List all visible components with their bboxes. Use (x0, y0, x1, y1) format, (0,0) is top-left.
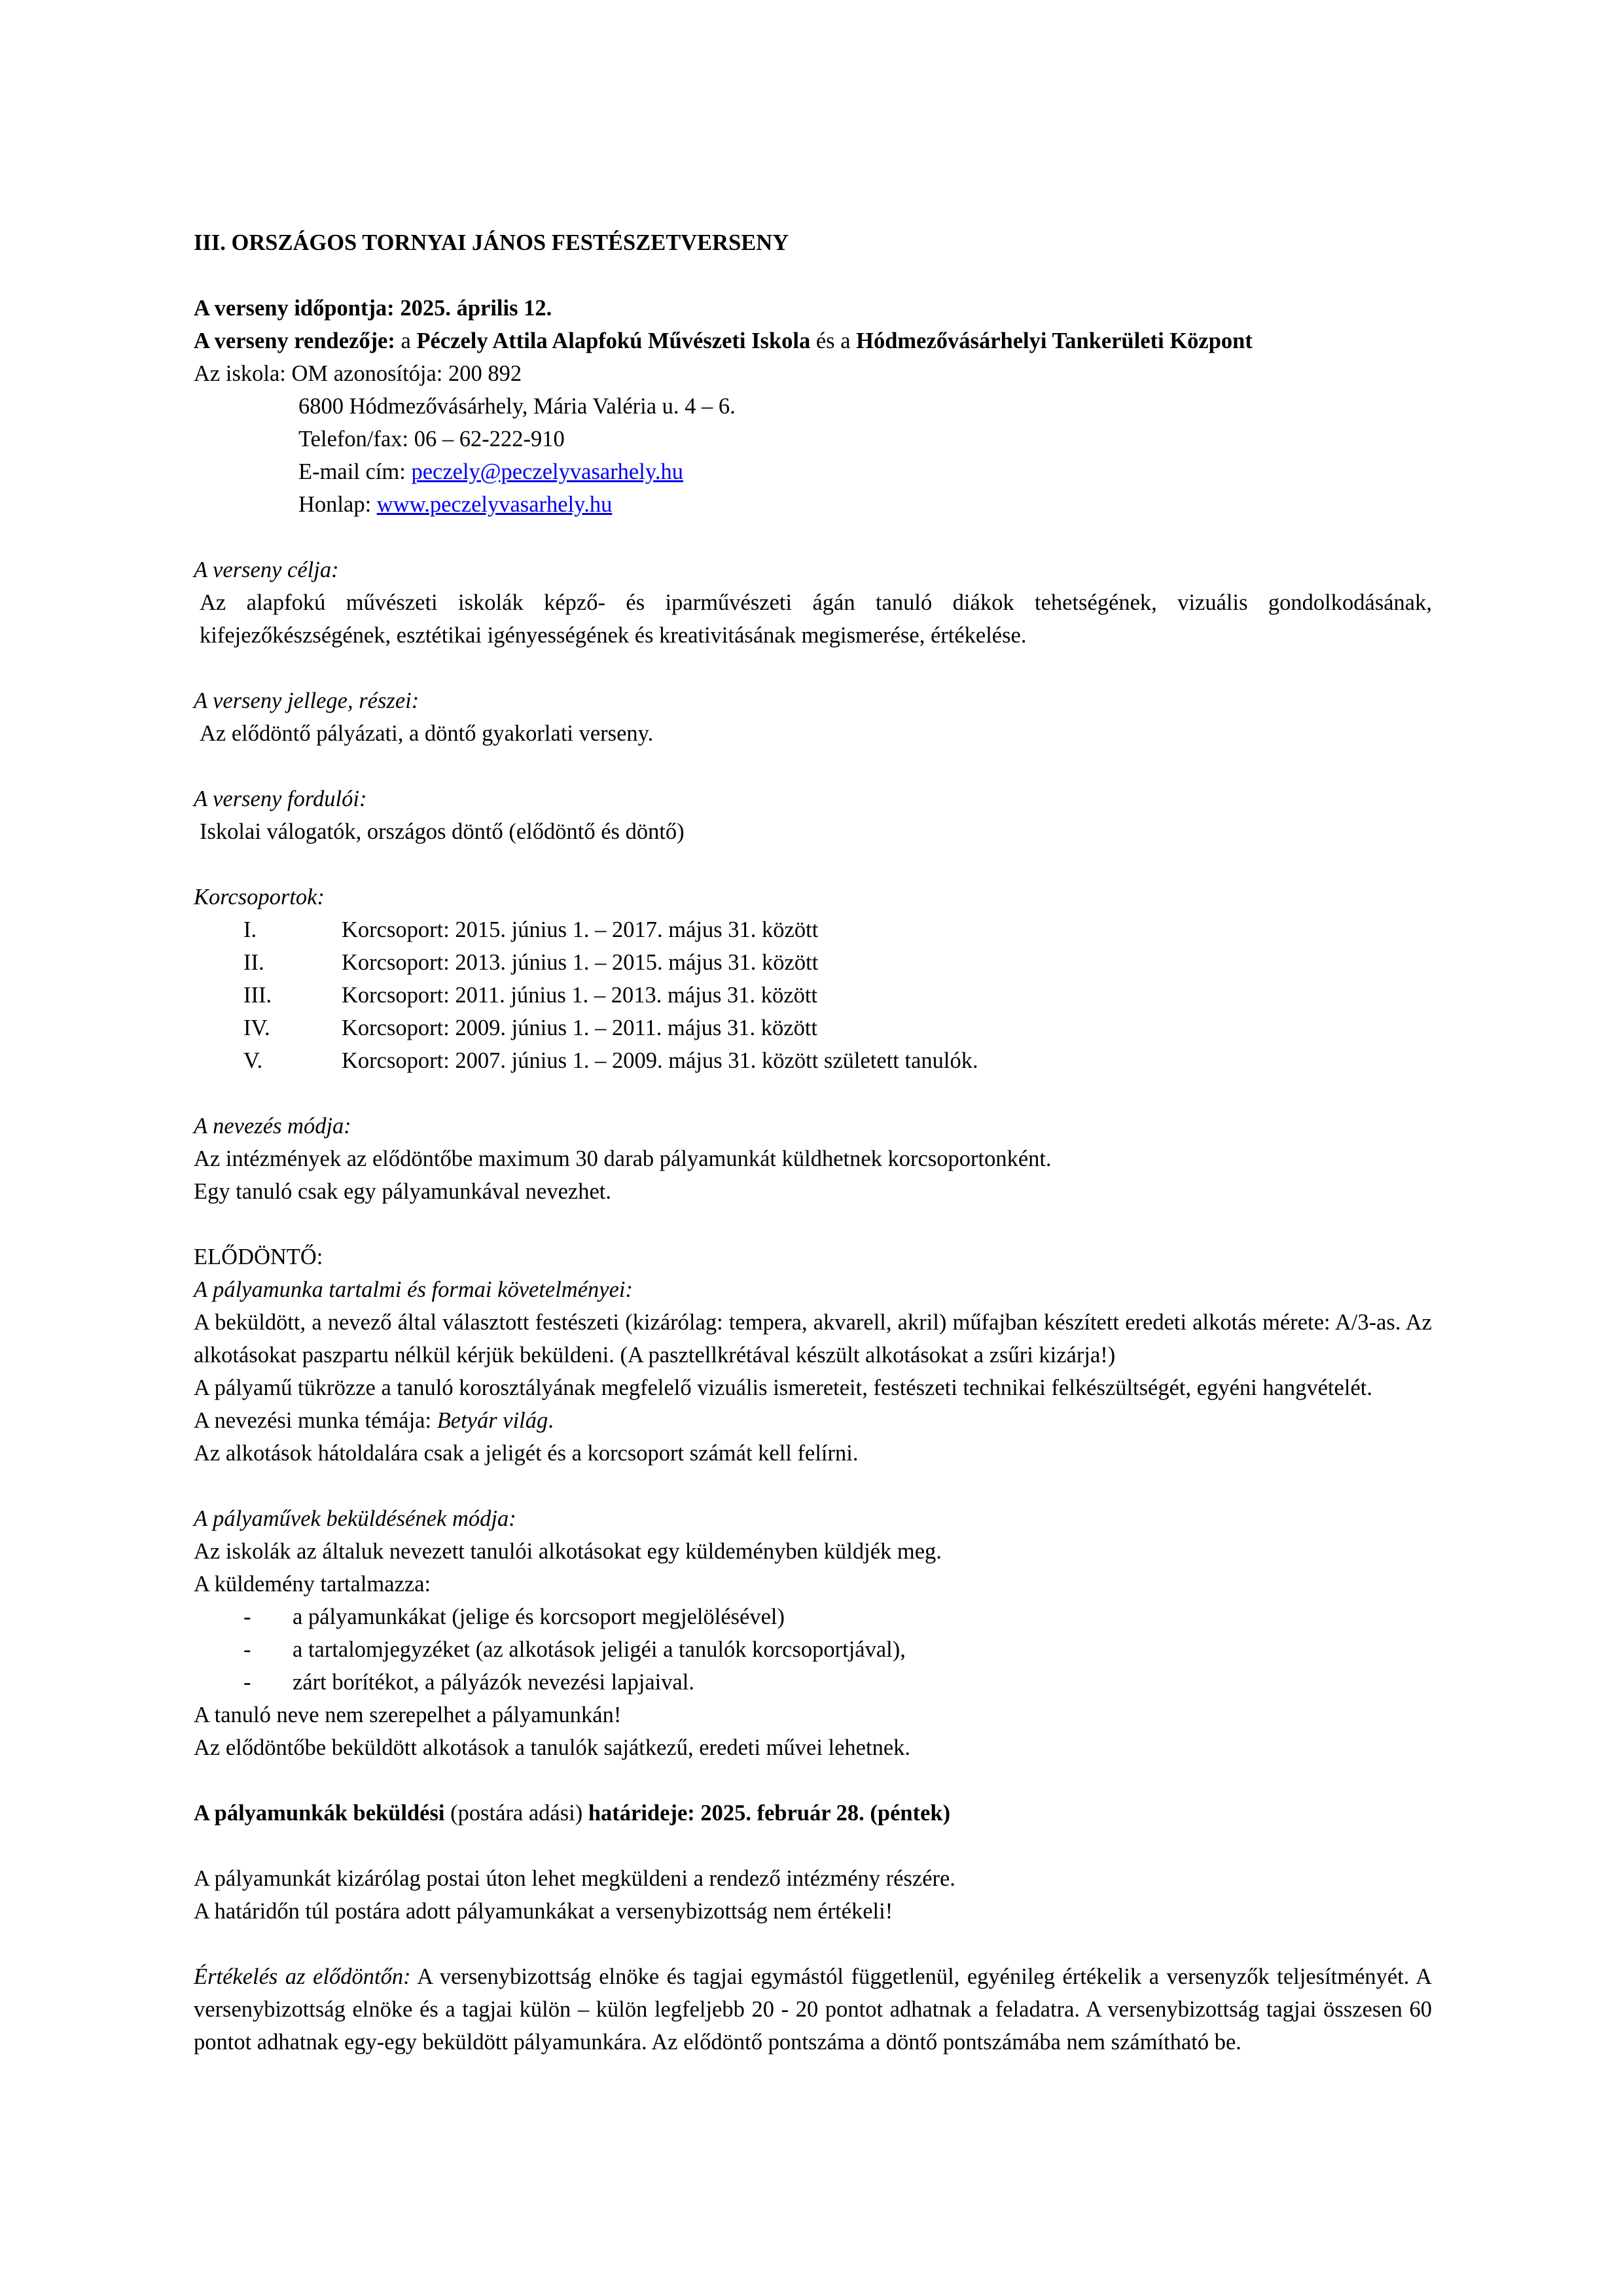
document-page (194, 194, 1432, 2058)
age-group-item (194, 1044, 1432, 1077)
entry-line-1: Az intézmények az elődöntőbe maximum 30 darab pályamunkát küldhetnek korcsoportonként. (194, 1146, 1052, 1171)
nature-heading: A verseny jellege, részei: (194, 688, 419, 713)
age-group-text: Korcsoport: 2015. június 1. – 2017. május 31. között (342, 917, 819, 942)
web-link[interactable]: www.peczelyvasarhely.hu (376, 492, 613, 517)
date-line (194, 292, 1432, 325)
back-text: Az alkotások hátoldalára csak a jeligét és a korcsoport számát kell felírni. (194, 1441, 859, 1466)
postal-line-2: A határidőn túl postára adott pályamunkákat a versenybizottság nem értékeli! (194, 1899, 893, 1924)
submission-line-2: A küldemény tartalmazza: (194, 1572, 431, 1597)
age-group-number: II. (243, 950, 264, 975)
entry-heading: A nevezés módja: (194, 1114, 351, 1139)
submission-heading: A pályaművek beküldésének módja: (194, 1506, 516, 1531)
organizer-school: Péczely Attila Alapfokú Művészeti Iskola (416, 328, 811, 353)
age-group-item (194, 946, 1432, 979)
evaluation-text: A versenybizottság elnöke és tagjai egymástól függetlenül, egyénileg értékelik a versenyzők teljesítményét. A versenybizottság elnöke és a tagjai külön – külön legfeljebb 20 - 20 pontot adhatnak a feladatra. A versenybizottság tagjai összesen 60 pontot adhatnak egy-egy beküldött pályamunkára. Az elődöntő pontszáma a döntő pontszámába nem számítható be. (194, 1964, 1432, 2055)
organizer-article: a (401, 328, 411, 353)
theme-end: . (548, 1408, 554, 1433)
entry-line-2: Egy tanuló csak egy pályamunkával nevezhet. (194, 1179, 612, 1204)
school-web-line (194, 488, 1432, 521)
list-item (194, 1633, 1432, 1666)
age-group-item (194, 1012, 1432, 1044)
school-address: 6800 Hódmezővásárhely, Mária Valéria u. 4 – 6. (298, 394, 736, 419)
web-label: Honlap: (298, 492, 372, 517)
date-label: A verseny időpontja: (194, 296, 395, 321)
list-item (194, 1666, 1432, 1699)
list-dash: - (243, 1670, 251, 1695)
school-phone: Telefon/fax: 06 – 62-222-910 (298, 427, 565, 451)
nature-text: Az elődöntő pályázati, a döntő gyakorlati verseny. (200, 721, 654, 746)
semifinal-heading: ELŐDÖNTŐ: (194, 1245, 323, 1269)
deadline-part-2: (postára adási) (450, 1801, 583, 1826)
list-dash: - (243, 1604, 251, 1629)
list-item-text: zárt borítékot, a pályázók nevezési lapjaival. (293, 1670, 695, 1695)
age-group-text: Korcsoport: 2007. június 1. – 2009. május 31. között született tanulók. (342, 1048, 978, 1073)
age-group-number: IV. (243, 1016, 270, 1040)
organizer-center: Hódmezővásárhelyi Tankerületi Központ (856, 328, 1253, 353)
deadline-part-3: határideje: 2025. február 28. (péntek) (588, 1801, 951, 1826)
age-group-text: Korcsoport: 2013. június 1. – 2015. május 31. között (342, 950, 819, 975)
organizer-and: és a (815, 328, 851, 353)
email-link[interactable]: peczely@peczelyvasarhely.hu (411, 459, 683, 484)
email-label: E-mail cím: (298, 459, 406, 484)
age-group-item (194, 979, 1432, 1012)
age-group-number: V. (243, 1048, 263, 1073)
evaluation-paragraph (194, 1960, 1432, 2058)
age-group-text: Korcsoport: 2009. június 1. – 2011. május 31. között (342, 1016, 818, 1040)
rounds-heading: A verseny fordulói: (194, 786, 367, 811)
age-groups-heading: Korcsoportok: (194, 885, 325, 910)
age-group-text: Korcsoport: 2011. június 1. – 2013. május 31. között (342, 983, 818, 1008)
deadline-line (194, 1797, 1432, 1829)
list-dash: - (243, 1637, 251, 1662)
deadline-part-1: A pályamunkák beküldési (194, 1801, 445, 1826)
submission-line-4: Az elődöntőbe beküldött alkotások a tanulók sajátkezű, eredeti művei lehetnek. (194, 1735, 911, 1760)
submission-line-3: A tanuló neve nem szerepelhet a pályamunkán! (194, 1703, 622, 1727)
age-group-number: I. (243, 917, 257, 942)
list-item (194, 1600, 1432, 1633)
submission-line-1: Az iskolák az általuk nevezett tanulói alkotásokat egy küldeményben küldjék meg. (194, 1539, 942, 1564)
theme-line (194, 1404, 1432, 1437)
goal-heading: A verseny célja: (194, 557, 339, 582)
list-item-text: a pályamunkákat (jelige és korcsoport megjelölésével) (293, 1604, 785, 1629)
requirements-text: A beküldött, a nevező által választott festészeti (kizárólag: tempera, akvarell, akril) műfajban készített eredeti alkotás mérete: A/3-as. Az alkotásokat paszpartu nélkül kérjük beküldeni. (A pasztellkrétával készült alkotásokat a zsűri kizárja!) (194, 1310, 1432, 1368)
age-group-item (194, 913, 1432, 946)
organizer-label: A verseny rendezője: (194, 328, 395, 353)
date-value: 2025. április 12. (400, 296, 552, 321)
document-title: III. ORSZÁGOS TORNYAI JÁNOS FESTÉSZETVERSENY (194, 230, 789, 255)
goal-text: Az alapfokú művészeti iskolák képző- és iparművészeti ágán tanuló diákok tehetségének, vizuális gondolkodásának, kifejezőkészségének, esztétikai igényességének és kreativitásának megismerése, értékelése. (200, 590, 1432, 648)
theme-label: A nevezési munka témája: (194, 1408, 432, 1433)
age-group-number: III. (243, 983, 272, 1008)
school-om: Az iskola: OM azonosítója: 200 892 (194, 361, 522, 386)
postal-line-1: A pályamunkát kizárólag postai úton lehet megküldeni a rendező intézmény részére. (194, 1866, 955, 1891)
requirements-heading: A pályamunka tartalmi és formai követelményei: (194, 1277, 633, 1302)
rounds-text: Iskolai válogatók, országos döntő (elődöntő és döntő) (200, 819, 685, 844)
school-email-line (194, 455, 1432, 488)
list-item-text: a tartalomjegyzéket (az alkotások jeligéi a tanulók korcsoportjával), (293, 1637, 906, 1662)
evaluation-label: Értékelés az elődöntőn: (194, 1964, 411, 1989)
organizer-line (194, 325, 1432, 357)
theme-value: Betyár világ (437, 1408, 548, 1433)
reflect-text: A pályamű tükrözze a tanuló korosztályának megfelelő vizuális ismereteit, festészeti technikai felkészültségét, egyéni hangvételét. (194, 1375, 1372, 1400)
